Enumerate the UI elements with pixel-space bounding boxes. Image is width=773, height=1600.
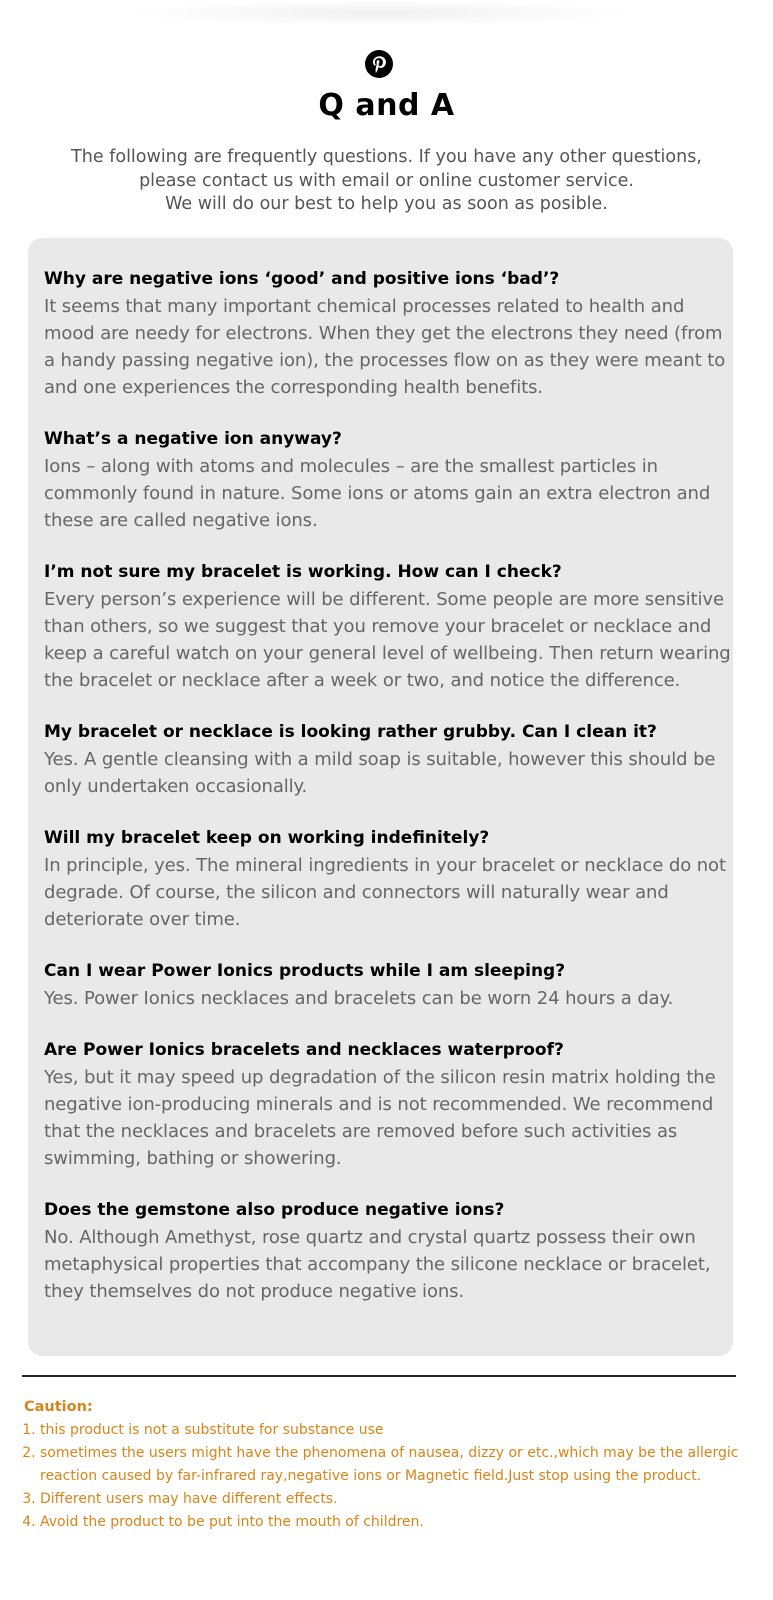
faq-question: Can I wear Power Ionics products while I am sleeping? bbox=[44, 961, 566, 981]
caution-item: 2. sometimes the users might have the phenomena of nausea, dizzy or etc.,which may be the allergic reaction caused by far-infrared ray,negative ions or Magnetic field.Just stop using the product. bbox=[40, 1442, 754, 1488]
faq-item bbox=[44, 719, 734, 800]
intro-text bbox=[0, 146, 773, 217]
faq-question: What’s a negative ion anyway? bbox=[44, 429, 342, 449]
faq-question: Will my bracelet keep on working indefinitely? bbox=[44, 828, 490, 848]
faq-question: Are Power Ionics bracelets and necklaces waterproof? bbox=[44, 1040, 564, 1060]
faq-answer: Yes. A gentle cleansing with a mild soap is suitable, however this should be only undertaken occasionally. bbox=[44, 749, 716, 797]
faq-answer: Yes. Power Ionics necklaces and bracelets can be worn 24 hours a day. bbox=[44, 988, 674, 1009]
caution-item: 4. Avoid the product to be put into the mouth of children. bbox=[40, 1511, 754, 1534]
caution-item: 3. Different users may have different effects. bbox=[40, 1488, 754, 1511]
intro-line: The following are frequently questions. If you have any other questions, bbox=[71, 147, 702, 167]
faq-answer: Yes, but it may speed up degradation of the silicon resin matrix holding the negative ion-producing minerals and is not recommended. We recommend that the necklaces and bracelets are removed before such activities as swimming, bathing or showering. bbox=[44, 1067, 716, 1169]
intro-line: We will do our best to help you as soon as posible. bbox=[165, 194, 608, 214]
caution-title: Caution: bbox=[24, 1399, 93, 1415]
faq-item bbox=[44, 426, 734, 534]
faq-list bbox=[44, 266, 734, 1330]
faq-question: I’m not sure my bracelet is working. How can I check? bbox=[44, 562, 562, 582]
caution-list bbox=[24, 1419, 754, 1534]
section-divider bbox=[22, 1375, 736, 1377]
page-title: Q and A bbox=[318, 88, 455, 123]
faq-answer: In principle, yes. The mineral ingredients in your bracelet or necklace do not degrade. Of course, the silicon and connectors will naturally wear and deteriorate over time. bbox=[44, 855, 726, 930]
faq-item bbox=[44, 1197, 734, 1305]
intro-line: please contact us with email or online customer service. bbox=[139, 170, 634, 191]
caution-section bbox=[24, 1396, 754, 1534]
faq-answer: It seems that many important chemical processes related to health and mood are needy for electrons. When they get the electrons they need (from a handy passing negative ion), the processes flow on as they were meant to and one experiences the corresponding health benefits. bbox=[44, 296, 726, 398]
caution-item: 1. this product is not a substitute for substance use bbox=[40, 1419, 754, 1442]
top-shadow-decoration bbox=[120, 0, 640, 26]
faq-item bbox=[44, 825, 734, 933]
faq-item bbox=[44, 559, 734, 694]
faq-item bbox=[44, 1037, 734, 1172]
faq-answer: Ions – along with atoms and molecules – are the smallest particles in commonly found in nature. Some ions or atoms gain an extra electron and these are called negative ions. bbox=[44, 456, 711, 531]
faq-question: My bracelet or necklace is looking rather grubby. Can I clean it? bbox=[44, 722, 657, 742]
faq-question: Why are negative ions ‘good’ and positive ions ‘bad’? bbox=[44, 269, 560, 289]
faq-answer: Every person’s experience will be different. Some people are more sensitive than others, so we suggest that you remove your bracelet or necklace and keep a careful watch on your general level of wellbeing. Then return wearing the bracelet or necklace after a week or two, and notice the difference. bbox=[44, 589, 731, 691]
faq-item bbox=[44, 266, 734, 401]
faq-item bbox=[44, 958, 734, 1012]
pinterest-icon bbox=[365, 50, 393, 78]
faq-question: Does the gemstone also produce negative ions? bbox=[44, 1200, 505, 1220]
faq-answer: No. Although Amethyst, rose quartz and crystal quartz possess their own metaphysical properties that accompany the silicone necklace or bracelet, they themselves do not produce negative ions. bbox=[44, 1227, 711, 1302]
